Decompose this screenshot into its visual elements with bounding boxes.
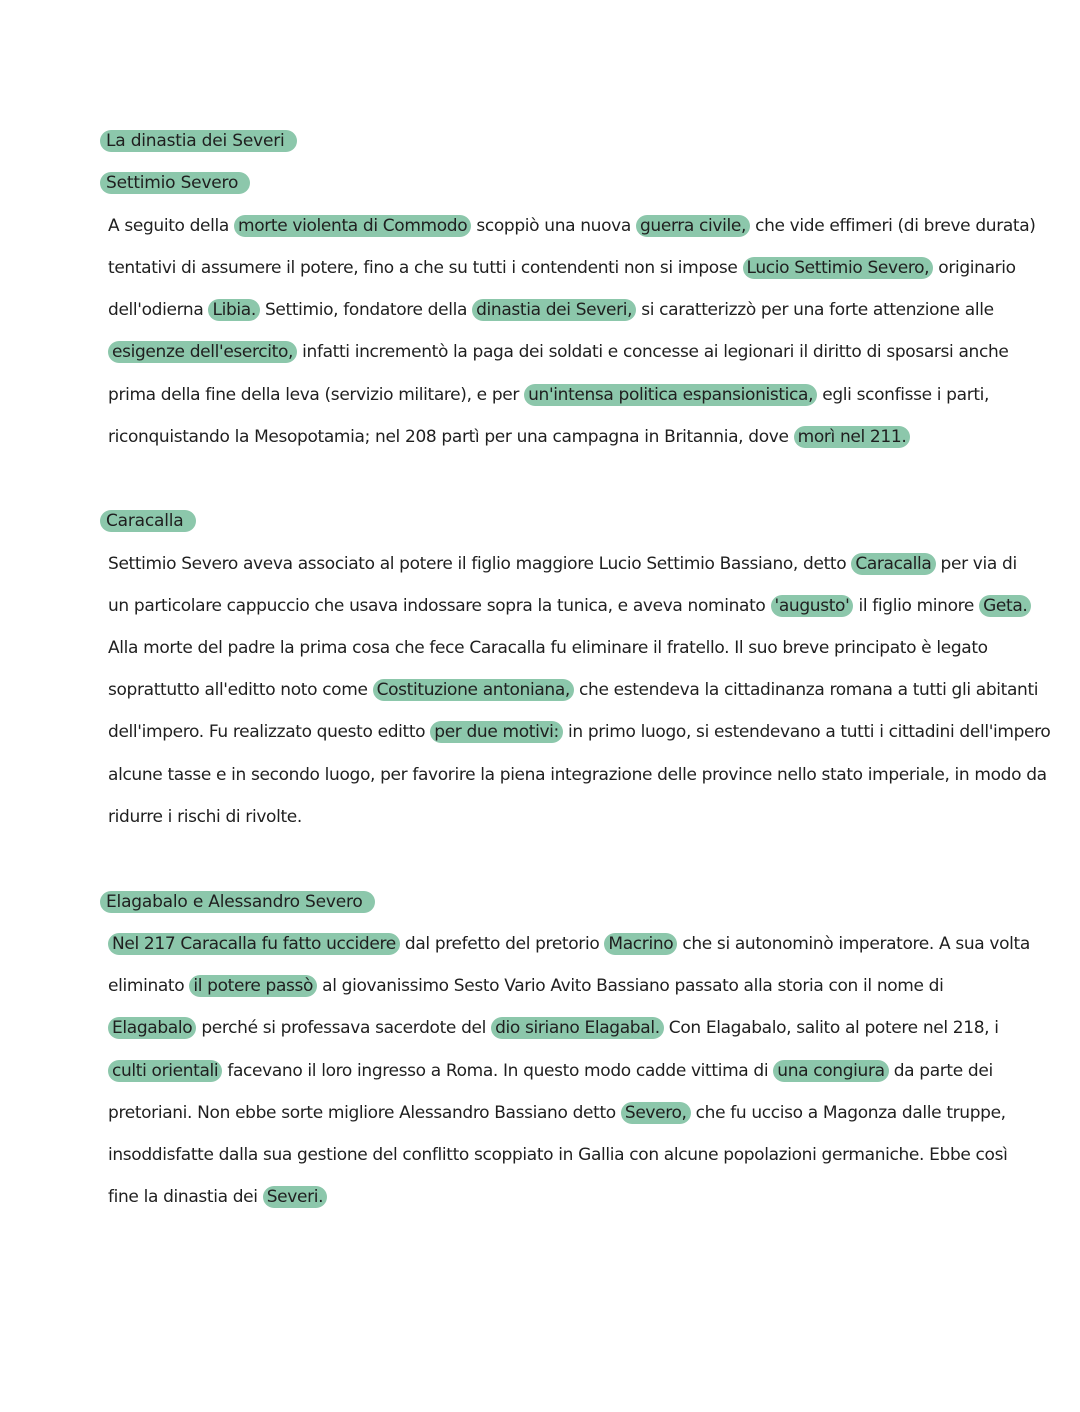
body-text: tentativi di assumere il potere, fino a che su tutti i contendenti non si impose	[108, 258, 743, 278]
highlighted-text: Macrino	[604, 933, 677, 955]
paragraph-line	[108, 1186, 988, 1208]
highlighted-text: il potere passò	[189, 975, 317, 997]
highlighted-text: Geta.	[979, 595, 1031, 617]
highlighted-text: Lucio Settimio Severo,	[743, 257, 934, 279]
paragraph-line	[108, 1144, 1008, 1166]
highlighted-text: Severo,	[621, 1102, 691, 1124]
body-text: dell'odierna	[108, 300, 209, 320]
body-text: che estendeva la cittadinanza romana a tutti gli abitanti	[573, 680, 1039, 700]
body-text: che fu ucciso a Magonza dalle truppe,	[690, 1103, 1006, 1123]
highlighted-text: Elagabalo	[108, 1017, 196, 1039]
body-text: soprattutto all'editto noto come	[108, 680, 373, 700]
body-text: dell'impero. Fu realizzato questo editto	[108, 722, 431, 742]
body-text: alcune tasse e in secondo luogo, per favorire la piena integrazione delle province nello stato imperiale, in modo da	[108, 765, 1047, 785]
highlighted-text: morte violenta di Commodo	[234, 215, 471, 237]
paragraph-line	[108, 637, 988, 659]
highlighted-text: dio siriano Elagabal.	[491, 1017, 664, 1039]
body-text: che si autonominò imperatore. A sua volta	[677, 934, 1030, 954]
body-text: ridurre i rischi di rivolte.	[108, 807, 302, 827]
paragraph-line	[108, 215, 1036, 237]
paragraph-line	[108, 806, 988, 828]
paragraph-line	[108, 384, 988, 406]
highlighted-text: culti orientali	[108, 1060, 222, 1082]
paragraph-line	[108, 341, 1009, 363]
body-text: prima della fine della leva (servizio militare), e per	[108, 385, 525, 405]
body-text: in primo luogo, si estendevano a tutti i cittadini dell'impero	[562, 722, 1051, 742]
section-heading-text: Settimio Severo	[100, 172, 250, 194]
highlighted-text: un'intensa politica espansionistica,	[524, 384, 817, 406]
paragraph-line	[108, 1102, 1006, 1124]
body-text: il figlio minore	[853, 596, 980, 616]
body-text: un particolare cappuccio che usava indossare sopra la tunica, e aveva nominato	[108, 596, 771, 616]
body-text: eliminato	[108, 976, 190, 996]
section-heading-text: Caracalla	[100, 510, 196, 532]
paragraph-line	[108, 679, 1039, 701]
document-title	[100, 130, 297, 152]
body-text: da parte dei	[888, 1061, 993, 1081]
body-text: pretoriani. Non ebbe sorte migliore Alessandro Bassiano detto	[108, 1103, 621, 1123]
paragraph-line	[108, 975, 988, 997]
body-text: riconquistando la Mesopotamia; nel 208 partì per una campagna in Britannia, dove	[108, 427, 794, 447]
paragraph-line	[108, 553, 1017, 575]
highlighted-text: guerra civile,	[636, 215, 750, 237]
paragraph-line	[108, 1017, 999, 1039]
body-text: Alla morte del padre la prima cosa che fece Caracalla fu eliminare il fratello. Il suo breve principato è legato	[108, 638, 988, 658]
paragraph-line	[108, 764, 1047, 786]
body-text: A seguito della	[108, 216, 235, 236]
section-heading-text: Elagabalo e Alessandro Severo	[100, 891, 375, 913]
body-text: per via di	[935, 554, 1017, 574]
section-heading-settimio-severo	[100, 172, 250, 194]
body-text: Con Elagabalo, salito al potere nel 218, i	[663, 1018, 999, 1038]
highlighted-text: Caracalla	[851, 553, 935, 575]
body-text: Settimio Severo aveva associato al potere il figlio maggiore Lucio Settimio Bassiano, detto	[108, 554, 852, 574]
highlighted-text: dinastia dei Severi,	[472, 299, 636, 321]
body-text: infatti incrementò la paga dei soldati e concesse ai legionari il diritto di sposarsi anche	[297, 342, 1009, 362]
section-heading-elagabalo	[100, 891, 375, 913]
paragraph-line	[108, 595, 1028, 617]
paragraph-line	[108, 933, 1030, 955]
body-text: fine la dinastia dei	[108, 1187, 263, 1207]
body-text: dal prefetto del pretorio	[399, 934, 605, 954]
body-text: perché si professava sacerdote del	[196, 1018, 492, 1038]
body-text: originario	[933, 258, 1016, 278]
body-text: scoppiò una nuova	[471, 216, 636, 236]
highlighted-text: morì nel 211.	[794, 426, 911, 448]
body-text: Settimio, fondatore della	[259, 300, 473, 320]
paragraph-line	[108, 1060, 993, 1082]
body-text: insoddisfatte dalla sua gestione del conflitto scoppiato in Gallia con alcune popolazioni germaniche. Ebbe così	[108, 1145, 1008, 1165]
body-text: al giovanissimo Sesto Vario Avito Bassiano passato alla storia con il nome di	[317, 976, 944, 996]
body-text: facevano il loro ingresso a Roma. In questo modo cadde vittima di	[222, 1061, 774, 1081]
highlighted-text: esigenze dell'esercito,	[108, 341, 297, 363]
highlighted-text: Costituzione antoniana,	[373, 679, 574, 701]
paragraph-line	[108, 257, 1016, 279]
highlighted-text: Libia.	[208, 299, 259, 321]
highlighted-text: una congiura	[773, 1060, 888, 1082]
body-text: che vide effimeri (di breve durata)	[750, 216, 1036, 236]
body-text: si caratterizzò per una forte attenzione alle	[636, 300, 994, 320]
paragraph-line	[108, 721, 1051, 743]
section-heading-caracalla	[100, 510, 196, 532]
document-title-text: La dinastia dei Severi	[100, 130, 297, 152]
highlighted-text: Nel 217 Caracalla fu fatto uccidere	[108, 933, 400, 955]
body-text: egli sconfisse i parti,	[817, 385, 990, 405]
highlighted-text: Severi.	[263, 1186, 327, 1208]
highlighted-text: per due motivi:	[430, 721, 563, 743]
paragraph-line	[108, 426, 988, 448]
paragraph-line	[108, 299, 994, 321]
highlighted-text: 'augusto'	[771, 595, 854, 617]
